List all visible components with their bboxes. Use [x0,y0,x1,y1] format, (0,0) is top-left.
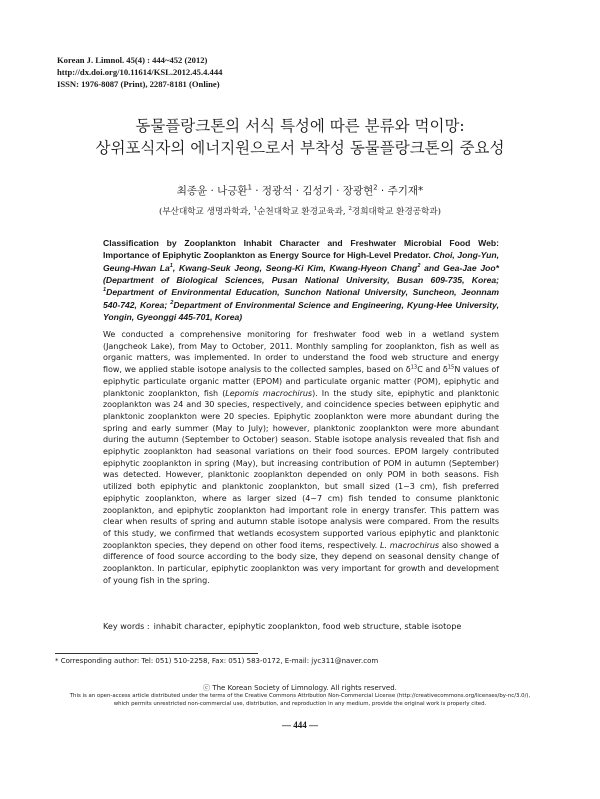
english-sup-2: 2 [417,262,421,269]
license-line-1: This is an open-access article distributed under the terms of the Creative Commons Attribution Non-Commercial License (http://creativecommons.org/licenses/by-nc/3.0/), [69,693,531,699]
license-line-2: which permits unrestricted non-commercial use, distribution, and reproduction in any medium, provide the original work is properly cited. [113,700,487,707]
page-number: ― 444 ― [282,720,318,730]
abstract-text [103,329,499,586]
affil-part-1: (부산대학교 생명과학과, [158,207,254,217]
copyright-line: ⓒ The Korean Society of Limnology. All rights reserved. [203,684,397,692]
english-title-block [103,237,499,323]
abstract-part-3: N values of epiphytic particulate organic matter (EPOM) and particulate organic matter (POM), epiphytic and planktonic zooplankton, fish ( [103,365,499,398]
abstract-sup-2: 15 [447,364,455,371]
author-group-3: · 주기재* [377,185,424,197]
author-group-1: 최종윤 · 나긍환 [176,185,248,197]
english-sup-4: 2 [170,299,174,306]
english-sup-3: 1 [103,287,107,294]
title-line-1: 동물플랑크톤의 서식 특성에 따른 분류와 먹이망: [135,117,465,135]
keywords [103,621,503,633]
english-sup-1: 1 [169,262,173,269]
korean-affiliations [0,206,600,218]
abstract-part-2: C and δ [417,365,448,375]
journal-header [57,54,222,90]
affil-part-2: 순천대학교 환경교육과, [257,207,349,217]
korean-title [0,115,600,159]
keywords-text: inhabit character, epiphytic zooplankton, food web structure, stable isotope [153,621,462,631]
affil-sup-1: 1 [253,206,258,213]
corresponding-author-footnote: * Corresponding author: Tel: 051) 510-2258, Fax: 051) 583-0172, E-mail: jyc311@naver.com [55,657,379,665]
abstract-sup-1: 13 [410,364,418,371]
abstract-part-1: We conducted a comprehensive monitoring for freshwater food web in a wetland system (Jangcheok Lake), from May to October, 2011. Monthly sampling for zooplankton, fish as well as organic matters, was implemented. In order to understand the food web structure and energy flow, we applied stable isotope analysis to the collected samples, based on δ [103,330,499,375]
english-affil-2: Department of Environmental Education, Sunchon National University, Suncheon, Jeonnam 540-742, Korea; [103,287,499,310]
english-affil-1: and Gea-Jae Joo* (Department of Biological Sciences, Pusan National University, Busan 609-735, Korea; [103,262,499,286]
author-group-2: · 정광석 · 김성기 · 장광현 [251,185,374,197]
species-name-1: Lepomis macrochirus [225,388,313,398]
doi-link[interactable]: http://dx.doi.org/10.11614/KSL.2012.45.4.444 [57,67,223,77]
english-authors-2: , Kwang-Seuk Jeong, Seong-Ki Kim, Kwang-Hyeon Chang [172,262,418,273]
korean-authors [0,184,600,198]
author-sup-2: 2 [373,183,378,192]
license-block [0,683,600,708]
title-line-2: 상위포식자의 에너지원으로서 부착성 동물플랑크톤의 중요성 [95,139,505,157]
issn-line: ISSN: 1976-8087 (Print), 2287-8181 (Online) [57,79,220,89]
english-title: Classification by Zooplankton Inhabit Character and Freshwater Microbial Food Web: Importance of Epiphytic Zooplankton as Energy Source for High-Level Predator. [103,238,499,261]
abstract-part-5: also showed a difference of food source according to the body size, they depend on seasonal density change of zooplankton. In particular, epiphytic zooplankton was very important for growth and development of young fish in the spring. [103,540,499,585]
footnote-divider [55,653,258,654]
abstract-part-4: ). In the study site, epiphytic and planktonic zooplankton was 24 and 30 species, respectively, and coincidence species between epiphytic and planktonic zooplankton were 20 species. Epiphytic zooplankton were more abundant during the spring and early summer (May to July); however, planktonic zooplankton were more abundant during the autumn (September to October) season. Stable isotope analysis revealed that fish and epiphytic zooplankton had seasonal variations on their food sources. EPOM largely contributed epiphytic zooplankton in spring (May), but increasing contribution of POM in autumn (September) was detected. However, planktonic zooplankton depended on only POM in both seasons. Fish utilized both epiphytic and planktonic zooplankton, but small sized (1~3 cm), fish preferred epiphytic zooplankton, where as larger sized (4~7 cm) fish tended to consume planktonic zooplankton, and epiphytic zooplankton had important role in energy transfer. This pattern was clear when results of spring and autumn stable isotope analysis were compared. From the results of this study, we confirmed that wetlands ecosystem supported various epiphytic and planktonic zooplankton species, they depend on other food items, respectively. [103,388,499,550]
english-authors-1: Choi, Jong-Yun, Geung-Hwan La [103,250,499,273]
english-affil-3: Department of Environmental Science and Engineering, Kyung-Hee University, Yongin, Gyeonggi 445-701, Korea) [103,299,499,323]
author-sup-1: 1 [247,183,252,192]
species-name-2: L. macrochirus [380,540,440,550]
keywords-label: Key words : [103,621,150,631]
affil-sup-2: 2 [348,206,352,213]
journal-citation: Korean J. Limnol. 45(4) : 444~452 (2012) [57,55,208,65]
affil-part-3: 경희대학교 환경공학과) [351,207,442,217]
